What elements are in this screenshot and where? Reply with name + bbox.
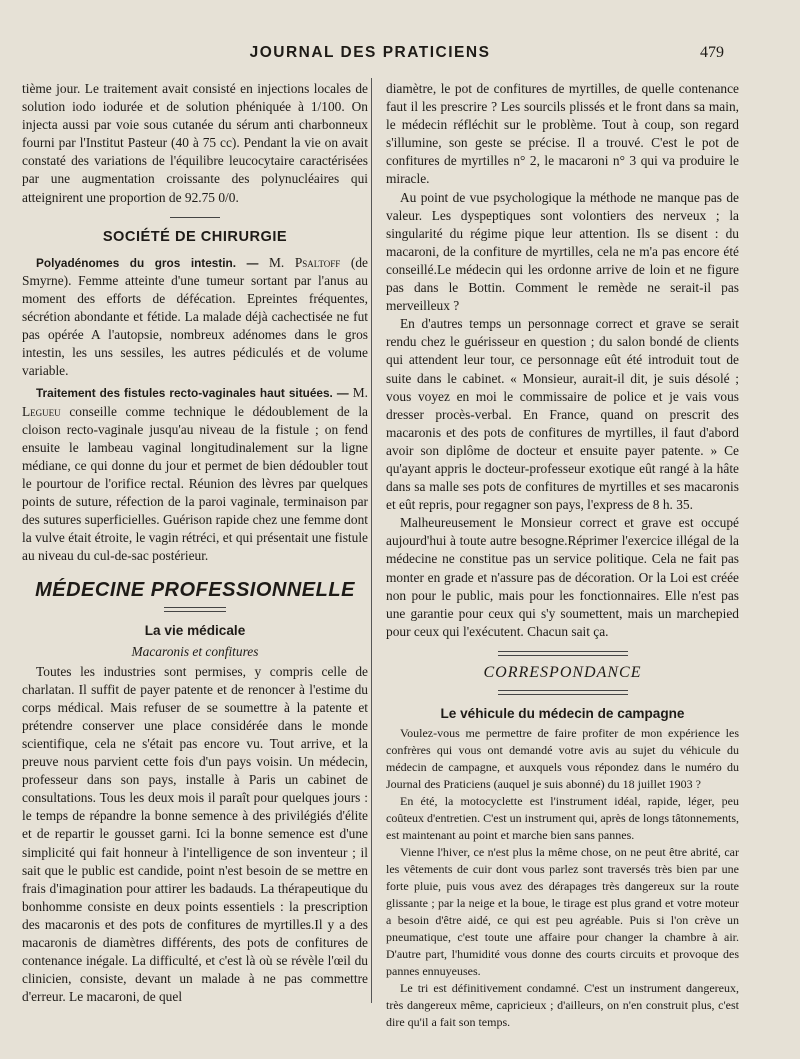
page-number: 479 xyxy=(700,44,724,61)
double-rule xyxy=(164,607,226,612)
double-rule xyxy=(498,651,628,656)
paragraph: Le tri est définitivement condamné. C'est un instrument dangereux, très dangereux même, capricieux ; d'ailleurs, on n'en construit plus, c'est dire qu'il a fait son temps. xyxy=(386,981,739,1030)
author-name: M. Psaltoff xyxy=(268,254,341,270)
rubric-title: MÉDECINE PROFESSIONNELLE xyxy=(35,579,355,602)
paragraph: Voulez-vous me permettre de faire profiter de mon expérience les confrères qui vous ont demandé votre avis au sujet du véhicule du médecin de campagne, et auxquels vous répondez dans le numéro du Journal des Praticiens (auquel je suis abonné) du 18 juillet 1903 ? xyxy=(386,726,739,792)
letter-body xyxy=(386,725,739,1031)
column-divider xyxy=(371,78,372,1003)
article-title: La vie médicale xyxy=(144,623,246,639)
paragraph: tième jour. Le traitement avait consisté en injections locales de solution iodo iodurée et de solution phéniquée à 1/100. On injecta aussi par voie sous cutanée du sérum anti charbonneux fourni par l'Institut Pasteur (40 à 75 cc). Pendant la vie on avait constaté des variations de l'équilibre leucocytaire caractérisées par une augmentation croissante des polynucléaires qui atteignirent une proportion de 92.75 0/0. xyxy=(22,81,368,205)
right-column xyxy=(386,80,739,1031)
article-subtitle: Macaronis et confitures xyxy=(131,643,259,659)
rubric-text: CORRESPONDANCE xyxy=(483,663,642,681)
paragraph-lead: Polyadénomes du gros intestin. — xyxy=(36,255,259,270)
paragraph: En d'autres temps un personnage correct et grave se serait rendu chez le guérisseur en question ; du salon bondé de clients qui attendent leur tour, ce personnage eût été introduit tout de suite dans le cabinet. « Monsieur, aurait-il dit, je suis désolé ; vous voyez en moi le commissaire de police et je vais vous dresser procès-verbal. En France, quand on prescrit des macaronis et des pots de confitures de myrtilles, il faut d'abord avoir son diplôme de docteur et ensuite payer patente. » Ce qu'ayant appris le docteur-professeur exotique eût rangé à la hâte dans sa malle ses pots de confitures de myrtilles et ses macaronis et eût repris, pour regagner son pays, l'express de 8 h. 35. xyxy=(386,316,739,513)
paragraph: diamètre, le pot de confitures de myrtilles, de quelle contenance faut il les prescrire ? Les sourcils plissés et le front dans sa main, le médecin réfléchit sur le problème. Tout à coup, son regard s'illumine, son geste se précise. Il a trouvé. C'est le pot de confitures de myrtilles n° 2, le macaroni n° 3 qui va produire le miracle. xyxy=(386,81,739,187)
paragraph: En été, la motocyclette est l'instrument idéal, rapide, léger, peu coûteux d'entretien. C'est un instrument qui, après de longs tâtonnements, est maintenant au point et marche bien sans pannes. xyxy=(386,794,739,843)
paragraph: Vienne l'hiver, ce n'est plus la même chose, on ne peut être abrité, car les vêtements de cuir dont vous parlez sont traversés très bien par une forte pluie, puis vous avez des dérapages très dangereux sur la route glissante ; par la neige et la boue, le tirage est plus grand et votre moteur a besoin d'être aidé, ce qui est peu agréable. Puis si l'on crève un pneumatique, c'est toute une affaire pour changer la chambre à air. D'autre part, l'humidité vous donne des courts circuits et provoque des pannes ennuyeuses. xyxy=(386,845,739,979)
author-name: M. Legueu xyxy=(22,385,368,419)
paragraph-body: conseille comme technique le dédoublement de la cloison recto-vaginale jusqu'au niveau de la fistule ; on fend ensuite le lambeau vaginal longitudinalement sur la ligne médiane, ce qui donne du jour et permet de bien dédoubler tout le pourtour de l'orifice rectal. Réunion des lèvres par quelques points de suture, réfection de la paroi vaginale, terminaison par des sutures superficielles. Guérison rapide chez une femme dont la vulve était étroite, le vagin rétréci, et qui présentait une fistule au niveau du cul-de-sac postérieur. xyxy=(22,403,368,564)
paragraph xyxy=(22,254,368,381)
running-title: JOURNAL DES PRATICIENS xyxy=(249,44,491,61)
page-header xyxy=(0,40,800,70)
separator-rule xyxy=(170,217,220,218)
article-title: Le véhicule du médecin de campagne xyxy=(440,706,685,721)
paragraph: Toutes les industries sont permises, y compris celle de charlatan. Il suffit de payer patente et de renoncer à l'estime du corps médical. Mais refuser de se soumettre à la patente et prétendre conserver une place considérée dans le monde scientifique, cela ne s'était pas encore vu. Tout arrive, et la preuve nous parvient cette fois d'un pays voisin. Un médecin, professeur dans son pays, installe à Paris un cabinet de consultations. Tous les deux mois il paraît pour quelques jours : le temps de répandre la bonne semence à des privilégiés d'élite et de repartir le gousset garni. Ici la bonne semence est d'une simplicité qui fait honneur à l'intelligence de son inventeur ; il sait que le public est candide, point n'est besoin de se mettre en frais d'imagination pour attirer les badauds. La thérapeutique du bonhomme consiste en deux points essentiels : la prescription des macaronis et des pots de confitures de myrtilles.Il y a des macaronis de diamètres différents, des pots de confitures de contenance inégale. La difficulté, et c'est là où se révèle l'œil du clinicien, consiste, devant un malade à ne pas commettre d'erreur. Le macaroni, de quel xyxy=(22,663,368,1005)
section-title: SOCIÉTÉ DE CHIRURGIE xyxy=(102,228,288,245)
paragraph: Malheureusement le Monsieur correct et grave est occupé aujourd'hui à toute autre besogne.Réprimer l'exercice illégal de la médecine ne constitue pas un service politique. Cela ne fait pas monter en grade et n'assure pas de décoration. Or la Loi est créée non pour le public, mais pour les fonctionnaires. Elle n'est pas une garantie pour ceux qui s'y soumettent, mais un marchepied pour ceux qui l'exécutent. Chacun sait ça. xyxy=(386,515,739,639)
left-column xyxy=(22,80,368,1006)
paragraph-body: (de Smyrne). Femme atteinte d'une tumeur sortant par l'anus au moment des efforts de défécation. Epreintes fréquentes, sécrétion abondante et fétide. La malade déjà cachectisée ne fut pas opérée A l'autopsie, nombreux adénomes dans le gros intestin, les uns sessiles, les autres pédiculés et de volume variable. xyxy=(22,254,369,379)
paragraph-lead: Traitement des fistules recto-vaginales haut situées. — xyxy=(36,386,349,401)
double-rule xyxy=(498,690,628,695)
paragraph: Au point de vue psychologique la méthode ne manque pas de valeur. Les dyspeptiques sont volontiers des nerveux ; la singularité du régime pique leur attention. Ils se disent : du macaroni, de la confiture de myrtilles, cela ne m'a pas encore été conseillé.Le médecin qui les ordonne arrive de loin et ne figure pas dans le Bottin. Comment le remède ne serait-il pas merveilleux ? xyxy=(386,189,739,314)
paragraph xyxy=(22,384,368,565)
rubric-title xyxy=(386,664,739,682)
